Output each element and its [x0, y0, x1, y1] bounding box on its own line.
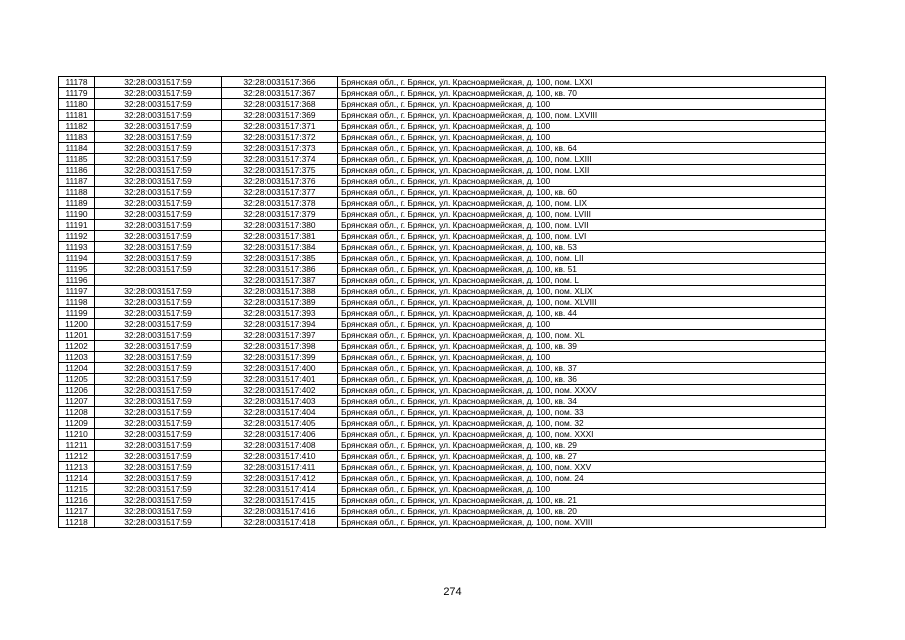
address-cell: Брянская обл., г. Брянск, ул. Красноармейская, д. 100, пом. XXV	[338, 462, 826, 473]
address-cell: Брянская обл., г. Брянск, ул. Красноармейская, д. 100, пом. XXXI	[338, 429, 826, 440]
table-row	[59, 473, 826, 484]
table-row	[59, 374, 826, 385]
object-cadastral-number-cell: 32:28:0031517:403	[222, 396, 338, 407]
object-cadastral-number-cell: 32:28:0031517:414	[222, 484, 338, 495]
object-cadastral-number-cell: 32:28:0031517:372	[222, 132, 338, 143]
row-number-cell: 11200	[59, 319, 95, 330]
table-row	[59, 396, 826, 407]
row-number-cell: 11183	[59, 132, 95, 143]
address-cell: Брянская обл., г. Брянск, ул. Красноармейская, д. 100, пом. LVIII	[338, 209, 826, 220]
table-row	[59, 286, 826, 297]
row-number-cell: 11216	[59, 495, 95, 506]
address-cell: Брянская обл., г. Брянск, ул. Красноармейская, д. 100, кв. 51	[338, 264, 826, 275]
table-row	[59, 132, 826, 143]
row-number-cell: 11218	[59, 517, 95, 528]
row-number-cell: 11195	[59, 264, 95, 275]
table-row	[59, 77, 826, 88]
object-cadastral-number-cell: 32:28:0031517:378	[222, 198, 338, 209]
registry-table	[58, 76, 826, 528]
block-cadastral-number-cell: 32:28:0031517:59	[95, 418, 222, 429]
page-number: 274	[443, 586, 462, 598]
row-number-cell: 11192	[59, 231, 95, 242]
row-number-cell: 11206	[59, 385, 95, 396]
table-row	[59, 220, 826, 231]
table-row	[59, 253, 826, 264]
table-row	[59, 330, 826, 341]
address-cell: Брянская обл., г. Брянск, ул. Красноармейская, д. 100, кв. 27	[338, 451, 826, 462]
object-cadastral-number-cell: 32:28:0031517:400	[222, 363, 338, 374]
row-number-cell: 11191	[59, 220, 95, 231]
block-cadastral-number-cell: 32:28:0031517:59	[95, 209, 222, 220]
block-cadastral-number-cell: 32:28:0031517:59	[95, 396, 222, 407]
address-cell: Брянская обл., г. Брянск, ул. Красноармейская, д. 100, кв. 64	[338, 143, 826, 154]
row-number-cell: 11208	[59, 407, 95, 418]
object-cadastral-number-cell: 32:28:0031517:377	[222, 187, 338, 198]
table-row	[59, 319, 826, 330]
row-number-cell: 11187	[59, 176, 95, 187]
address-cell: Брянская обл., г. Брянск, ул. Красноармейская, д. 100, пом. XLIX	[338, 286, 826, 297]
block-cadastral-number-cell: 32:28:0031517:59	[95, 495, 222, 506]
object-cadastral-number-cell: 32:28:0031517:366	[222, 77, 338, 88]
object-cadastral-number-cell: 32:28:0031517:398	[222, 341, 338, 352]
object-cadastral-number-cell: 32:28:0031517:416	[222, 506, 338, 517]
object-cadastral-number-cell: 32:28:0031517:402	[222, 385, 338, 396]
row-number-cell: 11214	[59, 473, 95, 484]
address-cell: Брянская обл., г. Брянск, ул. Красноармейская, д. 100, кв. 39	[338, 341, 826, 352]
address-cell: Брянская обл., г. Брянск, ул. Красноармейская, д. 100, кв. 37	[338, 363, 826, 374]
block-cadastral-number-cell: 32:28:0031517:59	[95, 352, 222, 363]
address-cell: Брянская обл., г. Брянск, ул. Красноармейская, д. 100, пом. XL	[338, 330, 826, 341]
table-row	[59, 517, 826, 528]
object-cadastral-number-cell: 32:28:0031517:375	[222, 165, 338, 176]
row-number-cell: 11182	[59, 121, 95, 132]
table-row	[59, 341, 826, 352]
block-cadastral-number-cell: 32:28:0031517:59	[95, 330, 222, 341]
block-cadastral-number-cell: 32:28:0031517:59	[95, 110, 222, 121]
address-cell: Брянская обл., г. Брянск, ул. Красноармейская, д. 100	[338, 484, 826, 495]
block-cadastral-number-cell: 32:28:0031517:59	[95, 319, 222, 330]
object-cadastral-number-cell: 32:28:0031517:401	[222, 374, 338, 385]
table-row	[59, 88, 826, 99]
block-cadastral-number-cell: 32:28:0031517:59	[95, 132, 222, 143]
block-cadastral-number-cell: 32:28:0031517:59	[95, 407, 222, 418]
object-cadastral-number-cell: 32:28:0031517:373	[222, 143, 338, 154]
address-cell: Брянская обл., г. Брянск, ул. Красноармейская, д. 100, кв. 20	[338, 506, 826, 517]
block-cadastral-number-cell: 32:28:0031517:59	[95, 286, 222, 297]
object-cadastral-number-cell: 32:28:0031517:408	[222, 440, 338, 451]
object-cadastral-number-cell: 32:28:0031517:405	[222, 418, 338, 429]
object-cadastral-number-cell: 32:28:0031517:399	[222, 352, 338, 363]
block-cadastral-number-cell: 32:28:0031517:59	[95, 363, 222, 374]
block-cadastral-number-cell: 32:28:0031517:59	[95, 77, 222, 88]
table-row	[59, 165, 826, 176]
address-cell: Брянская обл., г. Брянск, ул. Красноармейская, д. 100, кв. 34	[338, 396, 826, 407]
row-number-cell: 11204	[59, 363, 95, 374]
object-cadastral-number-cell: 32:28:0031517:381	[222, 231, 338, 242]
object-cadastral-number-cell: 32:28:0031517:411	[222, 462, 338, 473]
row-number-cell: 11217	[59, 506, 95, 517]
address-cell: Брянская обл., г. Брянск, ул. Красноармейская, д. 100, пом. LII	[338, 253, 826, 264]
object-cadastral-number-cell: 32:28:0031517:406	[222, 429, 338, 440]
address-cell: Брянская обл., г. Брянск, ул. Красноармейская, д. 100, кв. 70	[338, 88, 826, 99]
address-cell: Брянская обл., г. Брянск, ул. Красноармейская, д. 100, кв. 44	[338, 308, 826, 319]
address-cell: Брянская обл., г. Брянск, ул. Красноармейская, д. 100	[338, 99, 826, 110]
block-cadastral-number-cell: 32:28:0031517:59	[95, 462, 222, 473]
table-row	[59, 506, 826, 517]
row-number-cell: 11178	[59, 77, 95, 88]
table-row	[59, 451, 826, 462]
address-cell: Брянская обл., г. Брянск, ул. Красноармейская, д. 100, пом. LVII	[338, 220, 826, 231]
object-cadastral-number-cell: 32:28:0031517:379	[222, 209, 338, 220]
block-cadastral-number-cell: 32:28:0031517:59	[95, 143, 222, 154]
address-cell: Брянская обл., г. Брянск, ул. Красноармейская, д. 100, пом. XLVIII	[338, 297, 826, 308]
row-number-cell: 11202	[59, 341, 95, 352]
object-cadastral-number-cell: 32:28:0031517:415	[222, 495, 338, 506]
row-number-cell: 11193	[59, 242, 95, 253]
block-cadastral-number-cell: 32:28:0031517:59	[95, 264, 222, 275]
object-cadastral-number-cell: 32:28:0031517:368	[222, 99, 338, 110]
row-number-cell: 11185	[59, 154, 95, 165]
table-row	[59, 407, 826, 418]
object-cadastral-number-cell: 32:28:0031517:369	[222, 110, 338, 121]
object-cadastral-number-cell: 32:28:0031517:386	[222, 264, 338, 275]
block-cadastral-number-cell: 32:28:0031517:59	[95, 308, 222, 319]
row-number-cell: 11188	[59, 187, 95, 198]
table-row	[59, 121, 826, 132]
row-number-cell: 11186	[59, 165, 95, 176]
address-cell: Брянская обл., г. Брянск, ул. Красноармейская, д. 100, кв. 21	[338, 495, 826, 506]
table-row	[59, 143, 826, 154]
block-cadastral-number-cell: 32:28:0031517:59	[95, 385, 222, 396]
address-cell: Брянская обл., г. Брянск, ул. Красноармейская, д. 100, кв. 36	[338, 374, 826, 385]
row-number-cell: 11210	[59, 429, 95, 440]
block-cadastral-number-cell: 32:28:0031517:59	[95, 451, 222, 462]
row-number-cell: 11198	[59, 297, 95, 308]
row-number-cell: 11205	[59, 374, 95, 385]
block-cadastral-number-cell: 32:28:0031517:59	[95, 297, 222, 308]
table-row	[59, 99, 826, 110]
block-cadastral-number-cell: 32:28:0031517:59	[95, 99, 222, 110]
table-row	[59, 440, 826, 451]
object-cadastral-number-cell: 32:28:0031517:393	[222, 308, 338, 319]
object-cadastral-number-cell: 32:28:0031517:384	[222, 242, 338, 253]
table-row	[59, 308, 826, 319]
row-number-cell: 11213	[59, 462, 95, 473]
table-row	[59, 495, 826, 506]
address-cell: Брянская обл., г. Брянск, ул. Красноармейская, д. 100	[338, 176, 826, 187]
table-row	[59, 231, 826, 242]
block-cadastral-number-cell: 32:28:0031517:59	[95, 231, 222, 242]
address-cell: Брянская обл., г. Брянск, ул. Красноармейская, д. 100	[338, 132, 826, 143]
block-cadastral-number-cell: 32:28:0031517:59	[95, 220, 222, 231]
object-cadastral-number-cell: 32:28:0031517:367	[222, 88, 338, 99]
block-cadastral-number-cell: 32:28:0031517:59	[95, 506, 222, 517]
table-row	[59, 385, 826, 396]
address-cell: Брянская обл., г. Брянск, ул. Красноармейская, д. 100, пом. XXXV	[338, 385, 826, 396]
block-cadastral-number-cell: 32:28:0031517:59	[95, 253, 222, 264]
table-row	[59, 275, 826, 286]
table-row	[59, 264, 826, 275]
row-number-cell: 11199	[59, 308, 95, 319]
address-cell: Брянская обл., г. Брянск, ул. Красноармейская, д. 100, пом. LXIII	[338, 154, 826, 165]
block-cadastral-number-cell: 32:28:0031517:59	[95, 154, 222, 165]
object-cadastral-number-cell: 32:28:0031517:371	[222, 121, 338, 132]
block-cadastral-number-cell: 32:28:0031517:59	[95, 187, 222, 198]
address-cell: Брянская обл., г. Брянск, ул. Красноармейская, д. 100, пом. 32	[338, 418, 826, 429]
block-cadastral-number-cell: 32:28:0031517:59	[95, 165, 222, 176]
table-row	[59, 242, 826, 253]
block-cadastral-number-cell: 32:28:0031517:59	[95, 341, 222, 352]
object-cadastral-number-cell: 32:28:0031517:397	[222, 330, 338, 341]
object-cadastral-number-cell: 32:28:0031517:387	[222, 275, 338, 286]
block-cadastral-number-cell: 32:28:0031517:59	[95, 176, 222, 187]
object-cadastral-number-cell: 32:28:0031517:410	[222, 451, 338, 462]
address-cell: Брянская обл., г. Брянск, ул. Красноармейская, д. 100, пом. 24	[338, 473, 826, 484]
block-cadastral-number-cell: 32:28:0031517:59	[95, 374, 222, 385]
address-cell: Брянская обл., г. Брянск, ул. Красноармейская, д. 100, пом. LVI	[338, 231, 826, 242]
object-cadastral-number-cell: 32:28:0031517:412	[222, 473, 338, 484]
block-cadastral-number-cell: 32:28:0031517:59	[95, 242, 222, 253]
row-number-cell: 11181	[59, 110, 95, 121]
address-cell: Брянская обл., г. Брянск, ул. Красноармейская, д. 100, кв. 60	[338, 187, 826, 198]
registry-table-body	[59, 77, 826, 528]
table-row	[59, 352, 826, 363]
table-row	[59, 176, 826, 187]
object-cadastral-number-cell: 32:28:0031517:385	[222, 253, 338, 264]
object-cadastral-number-cell: 32:28:0031517:418	[222, 517, 338, 528]
address-cell: Брянская обл., г. Брянск, ул. Красноармейская, д. 100, пом. LIX	[338, 198, 826, 209]
row-number-cell: 11209	[59, 418, 95, 429]
row-number-cell: 11190	[59, 209, 95, 220]
address-cell: Брянская обл., г. Брянск, ул. Красноармейская, д. 100	[338, 121, 826, 132]
row-number-cell: 11211	[59, 440, 95, 451]
block-cadastral-number-cell	[95, 275, 222, 286]
block-cadastral-number-cell: 32:28:0031517:59	[95, 429, 222, 440]
address-cell: Брянская обл., г. Брянск, ул. Красноармейская, д. 100, пом. XVIII	[338, 517, 826, 528]
table-row	[59, 462, 826, 473]
address-cell: Брянская обл., г. Брянск, ул. Красноармейская, д. 100	[338, 352, 826, 363]
row-number-cell: 11203	[59, 352, 95, 363]
row-number-cell: 11215	[59, 484, 95, 495]
address-cell: Брянская обл., г. Брянск, ул. Красноармейская, д. 100, пом. LXII	[338, 165, 826, 176]
object-cadastral-number-cell: 32:28:0031517:376	[222, 176, 338, 187]
row-number-cell: 11201	[59, 330, 95, 341]
row-number-cell: 11194	[59, 253, 95, 264]
block-cadastral-number-cell: 32:28:0031517:59	[95, 484, 222, 495]
row-number-cell: 11184	[59, 143, 95, 154]
table-row	[59, 297, 826, 308]
row-number-cell: 11207	[59, 396, 95, 407]
address-cell: Брянская обл., г. Брянск, ул. Красноармейская, д. 100, пом. LXVIII	[338, 110, 826, 121]
row-number-cell: 11179	[59, 88, 95, 99]
table-row	[59, 418, 826, 429]
block-cadastral-number-cell: 32:28:0031517:59	[95, 198, 222, 209]
object-cadastral-number-cell: 32:28:0031517:374	[222, 154, 338, 165]
block-cadastral-number-cell: 32:28:0031517:59	[95, 121, 222, 132]
block-cadastral-number-cell: 32:28:0031517:59	[95, 88, 222, 99]
table-row	[59, 110, 826, 121]
block-cadastral-number-cell: 32:28:0031517:59	[95, 517, 222, 528]
address-cell: Брянская обл., г. Брянск, ул. Красноармейская, д. 100	[338, 319, 826, 330]
address-cell: Брянская обл., г. Брянск, ул. Красноармейская, д. 100, кв. 53	[338, 242, 826, 253]
row-number-cell: 11197	[59, 286, 95, 297]
object-cadastral-number-cell: 32:28:0031517:394	[222, 319, 338, 330]
row-number-cell: 11180	[59, 99, 95, 110]
object-cadastral-number-cell: 32:28:0031517:404	[222, 407, 338, 418]
row-number-cell: 11212	[59, 451, 95, 462]
row-number-cell: 11196	[59, 275, 95, 286]
address-cell: Брянская обл., г. Брянск, ул. Красноармейская, д. 100, пом. LXXI	[338, 77, 826, 88]
table-row	[59, 363, 826, 374]
block-cadastral-number-cell: 32:28:0031517:59	[95, 473, 222, 484]
address-cell: Брянская обл., г. Брянск, ул. Красноармейская, д. 100, пом. 33	[338, 407, 826, 418]
table-row	[59, 209, 826, 220]
address-cell: Брянская обл., г. Брянск, ул. Красноармейская, д. 100, пом. L	[338, 275, 826, 286]
object-cadastral-number-cell: 32:28:0031517:380	[222, 220, 338, 231]
table-row	[59, 429, 826, 440]
object-cadastral-number-cell: 32:28:0031517:388	[222, 286, 338, 297]
address-cell: Брянская обл., г. Брянск, ул. Красноармейская, д. 100, кв. 29	[338, 440, 826, 451]
object-cadastral-number-cell: 32:28:0031517:389	[222, 297, 338, 308]
block-cadastral-number-cell: 32:28:0031517:59	[95, 440, 222, 451]
table-row	[59, 187, 826, 198]
table-row	[59, 154, 826, 165]
table-row	[59, 484, 826, 495]
row-number-cell: 11189	[59, 198, 95, 209]
table-row	[59, 198, 826, 209]
